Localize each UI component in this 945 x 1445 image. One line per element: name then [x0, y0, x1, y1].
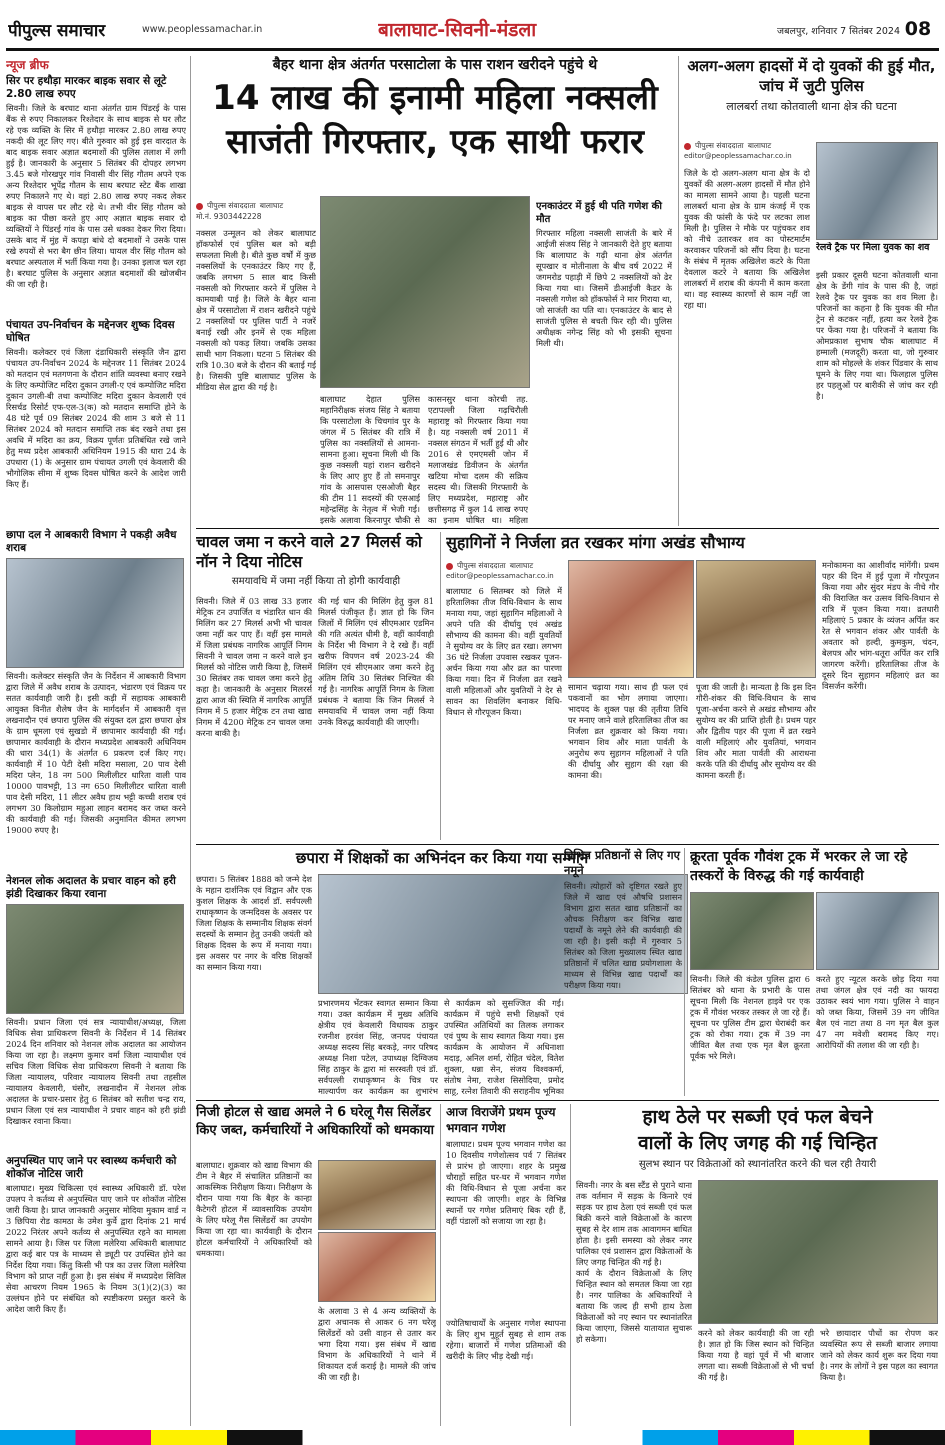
rice-millers-story — [196, 532, 436, 840]
lead-headline-line1: 14 लाख की इनामी महिला नक्सली — [212, 78, 658, 118]
byline-dot-icon — [196, 203, 203, 210]
byline-dot-icon — [446, 563, 453, 570]
accident-headline: अलग-अलग हादसों में दो युवकों की हुई मौत, जांच में जुटी पुलिस — [687, 57, 936, 95]
brief-headline-5: अनुपस्थित पाए जाने पर स्वास्थ्य कर्मचारी को शोकॉज नोटिस जारी — [6, 1155, 177, 1180]
cattle-headline: क्रूरता पूर्वक गौवंश ट्रक में भरकर ले जा रहे तस्करों के विरुद्ध की गई कार्यवाही — [690, 849, 908, 884]
cattle-col-2: करते हुए न्यूटल करके छोड़ दिया गया तथा जंगल क्षेत्र एवं नदी का फायदा उठाकर स्वयं भाग गया। पुलिस ने वाहन को जब्त किया, जिसमें 39 नग जीवित बैल एवं नाटा तथा 8 नग मृत बैल कुल 47 नग मवेशी बरामद किए गए। आरोपियों की तलाश की जा रही है। — [816, 974, 939, 1050]
hotel-headline: निजी होटल से खाद्य अमले ने 6 घरेलू गैस सिलेंडर किए जब्त, कर्मचारियों ने अधिकारियों को धमकाया — [196, 1105, 434, 1138]
teachers-col-2: प्रभारणमय भेंटकर स्वागत सम्मान किया गया। उक्त कार्यक्रम में मुख्य अतिथि क्षेत्रीय एवं केवलारी विधायक ठाकुर रजनीश हरवंश सिंह, जनपद पंचायत अध्यक्ष सदस्य सिंह बरकड़े, नगर परिषद अध्यक्ष निशा पटेल, उपाध्यक्ष दिग्विजय सिंह ठाकुर के द्वारा मां सरस्वती एवं डॉ. सर्वपल्ली राधाकृष्णन के चित्र पर माल्यार्पण कर कार्यक्रम का शुभारंभ — [318, 998, 438, 1096]
brief-body-5: बालाघाट। मुख्य चिकित्सा एवं स्वास्थ्य अधिकारी डॉ. परेश उपलप ने कर्तव्य से अनुपस्थित पाए जाने पर शोकॉज नोटिस जारी किया है। प्राप्त जानकारी अनुसार मोदिया मुकाम वार्ड न 3 छिपिया रोड कामठा के उमेश कुर्वे द्वारा दिनांक 21 मार्च 2022 निरंतर अपने कर्तव्य से अनुपस्थित रहने का मामला सामने आया है। जिस पर जिला मलेरिया अधिकारी बालाघाट द्वारा कई बार पत्र के माध्यम से ड्यूटी पर उपस्थित होने का निर्देश दिया गया। किंतु किसी भी पत्र का उत्तर जिला मलेरिया विभाग को प्राप्त नहीं हुआ है। इस संबंध में मध्यप्रदेश सिविल सेवा आचरण नियम 1965 के नियम 3(1)(2)(3) का उल्लंघन होने पर संबंधित को स्पष्टीकरण प्रस्तुत करने के आदेश जारी किए हैं। — [6, 1183, 186, 1314]
arrested-naxal-group-photo — [320, 196, 530, 388]
lead-byline-place: बालाघाट — [259, 201, 284, 210]
column-divider-mid — [440, 532, 441, 840]
cattle-col-1: सिवनी। जिले की कंडेल पुलिस द्वारा 6 सितंबर को थाना के प्रभारी के पास सूचना मिली कि नेशनल हाइवे पर एक ट्रक में गौवंश भरकर तस्कर ले जा रहे हैं। सूचना पर पुलिस टीम द्वारा घेराबंदी कर ट्रक को रोका गया। ट्रक में 39 नग जीवित बैल तथा एक मृत बैल क्रूरता पूर्वक भरे मिले। — [690, 974, 810, 1061]
vendors-col-4: भरे छायादार पौधों का रोपण कर व्यवस्थित रूप से सब्जी बाजार लगाया जाने को लेकर कार्य शुरू कर दिया गया है। नगर के लोगों ने इस पहल का स्वागत किया है। — [820, 1328, 938, 1382]
ganesh-col-2: ज्योतिषाचार्यों के अनुसार गणेश स्थापना के लिए शुभ मुहूर्त सुबह से शाम तक रहेगा। बाजारों में गणेश प्रतिमाओं की खरीदी के लिए भीड़ देखी गई। — [446, 1318, 566, 1361]
accident-col-2: इसी प्रकार दूसरी घटना कोतवाली थाना क्षेत्र के डेंगी गांव के पास की है, जहां रेलवे ट्रैक पर युवक का शव मिला है। परिजनों का कहना है कि युवक की मौत ट्रेन से कटकर नहीं, हत्या कर रेलवे ट्रैक पर फेंका गया है। परिजनों ने बताया कि ओमप्रकाश सुभाष चौक बालाघाट में हम्माली (मजदूरी) करता था, जो गुरुवार शाम को मोहल्ले के शंकर पिंडवार के साथ घूमने के लिए गया था। फिलहाल पुलिस हर पहलुओं पर बारीकी से जांच कर रही है। — [816, 270, 938, 401]
lok-adalat-photo — [6, 904, 184, 1014]
railway-track-photo — [816, 142, 938, 240]
masthead — [0, 0, 945, 54]
cattle-truck-photo-2 — [816, 892, 939, 970]
rice-headline: चावल जमा न करने वाले 27 मिलर्स को नॉन ने दिया नोटिस — [196, 533, 422, 571]
column-divider-left — [190, 56, 191, 1426]
page-number: 08 — [904, 18, 932, 40]
lead-headline-line2: साजंती गिरफ्तार, एक साथी फरार — [226, 122, 644, 162]
edition-title: बालाघाट-सिवनी-मंडला — [378, 19, 537, 41]
teej-byline — [446, 560, 566, 572]
lead-col-2: बालाघाट देहात पुलिस महानिरीक्षक संजय सिंह ने बताया कि परसाटोला के चिचगांव पुर के जंगल में 5 सितंबर की रात्रि में पुलिस का नक्सलियों से आमना-सामना हुआ। सूचना मिली थी कि कुछ नक्सली यहां राशन खरीदने के लिए आए हुए हैं तो समनापुर गांव के आसपास एसओजी बैहर की टीम 11 सदस्यों की एसआई महेन्द्रसिंह के नेतृत्व में भेजी गई। इसके अलावा किरनापुर चौकी से — [320, 394, 420, 525]
lead-col-4: गिरफ्तार महिला नक्सली साजंती के बारे में आईजी संजय सिंह ने जानकारी देते हुए बताया कि बालाघाट के गढ़ी थाना क्षेत्र अंतर्गत सूपखार व मोतीनाला के बीच वर्ष 2022 में जगमरोड पहाड़ी में छिपे 2 नक्सलियों को ढेर किया गया था। जिसमें डीआईजी कैडर के नक्सली गणेश को हॉकफोर्स ने मार गिराया था, जो साजंती का पति था। एनकाउंटर के बाद से साजंती पुलिस से बचती फिर रही थी। पुलिस अधीक्षक नगेन्द्र सिंह को भी इसकी सूचना मिली थी। — [536, 228, 672, 348]
brief-headline-2: पंचायत उप-निर्वाचन के मद्देनजर शुष्क दिवस घोषित — [6, 319, 175, 344]
section-rule-1 — [196, 528, 939, 529]
column-divider-ganesh — [440, 1104, 441, 1426]
accident-byline-place: बालाघाट — [747, 141, 772, 150]
teej-headline: सुहागिनों ने निर्जला व्रत रखकर मांगा अखंड सौभाग्य — [446, 533, 745, 552]
issue-date: जबलपुर, शनिवार 7 सितंबर 2024 — [777, 26, 900, 37]
lead-col-4-subhead: एनकाउंटर में हुई थी पति गणेश की मौत — [536, 201, 662, 225]
brief-headline-4: नेशनल लोक अदालत के प्रचार वाहन को हरी झंडी दिखाकर किया रवाना — [6, 875, 176, 900]
vendors-subhead: सुलभ स्थान पर विक्रेताओं को स्थानांतरित करने की चल रही तैयारी — [638, 1159, 877, 1170]
teej-col-3: पूजा की जाती है। मान्यता है कि इस दिन गौरी-शंकर की विधि-विधान के साथ पूजा-अर्चना करने से अखंड सौभाग्य और सुयोग्य वर की प्राप्ति होती है। प्रथम पहर और द्वितीय पहर की पूजा में व्रत रखने वाली महिलाएं और युवतियां, भगवान शिव और माता पार्वती की आराधना करके पति की दीर्घायु और सुयोग्य वर की कामना करती हैं। — [696, 682, 816, 780]
vendors-col-1: सिवनी। नगर के बस स्टैंड से पुराने थाना तक वर्तमान में सड़क के किनारे एवं सड़क पर हाथ ठेला एवं सब्जी एवं फल बिक्री करने वाले विक्रेताओं के कारण सुबह से देर शाम तक आवागमन बाधित होता है। इसी समस्या को लेकर नगर पालिका एवं प्रशासन द्वारा विक्रेताओं के लिए जगह चिन्हित की गई है। कार्य के दौरान विक्रेताओं के लिए चिन्हित स्थान को समतल किया जा रहा है। नगर पालिका के अधिकारियों ने बताया कि जल्द ही सभी हाथ ठेला विक्रेताओं को नए स्थान पर स्थानांतरित किया जाएगा, जिससे यातायात सुचारू हो सकेगा। — [576, 1180, 692, 1344]
teej-byline-name: पीपुल्स संवाददाता — [457, 561, 506, 570]
hotel-story — [196, 1104, 436, 1426]
lead-byline — [196, 200, 316, 212]
teachers-col-3: से कार्यक्रम को सुसज्जित की गई। कार्यक्रम में पहुंचे सभी शिक्षकों एवं उपस्थित अतिथियों का तिलक लगाकर एवं पुष्प के साथ स्वागत किया गया। इस कार्यक्रम के आयोजन में अधिनाशा मदाड़, अनिल शर्मा, रोहित चंदेल, वितेश शुक्ला, धन्ना सेन, संजय विश्वकर्मा, संतोष नेमा, राजेश सिसोदिया, प्रमोद साहू, रत्नेश तिवारी की सराहनीय भूमिका — [444, 998, 564, 1096]
ganesh-col-1: बालाघाट। प्रथम पूज्य भगवान गणेश का 10 दिवसीय गणेशोत्सव पर्व 7 सितंबर से प्रारंभ हो जाएगा। शहर के प्रमुख चौराहों सहित घर-घर में भगवान गणेश की विधि-विधान से पूजा अर्चना कर स्थापना की जाएगी। शहर के विभिन्न स्थानों पर गणेश प्रतिमाएं बिक रही हैं, वहीं पंडालों को सजाया जा रहा है। — [446, 1139, 566, 1226]
vendors-headline-line2: वालों के लिए जगह की गई चिन्हित — [638, 1132, 877, 1154]
cattle-truck-photo-1 — [690, 892, 814, 970]
lead-mobile: मो.नं. 9303442228 — [196, 212, 262, 221]
teej-col-4: मनोकामना का आशीर्वाद मांगेंगी। प्रथम पहर की दिन में हुई पूजा में गौरपूजन किया गया और सुंदर मंडप के नीचे गौर की विराजित कर उत्सव विधि-विधान से रात्रि में पूजन किया गया। व्रतधारी महिलाएं 5 प्रकार के व्यंजन अर्पित कर रेत से भगवान शंकर और पार्वती के अवतार को हल्दी, कुमकुम, चंदन, बेलपत्र और भांग-धतूरा अर्पित कर रात्रि जागरण करेंगी। हरितालिका तीज के दूसरे दिन सुहागन महिलाएं व्रत का विसर्जन करेंगी। — [822, 560, 939, 691]
vendors-story — [576, 1104, 939, 1426]
cattle-story — [690, 848, 939, 1096]
byline-dot-icon — [684, 143, 691, 150]
column-divider-cattle — [684, 848, 685, 1096]
teej-byline-place: बालाघाट — [509, 561, 534, 570]
news-brief-column — [6, 56, 186, 1426]
food-samples-headline: विभिन्न प्रतिष्ठानों से लिए गए नमूने — [564, 848, 680, 877]
lead-col-1: नक्सल उन्मूलन को लेकर बालाघाट हॉकफोर्स एवं पुलिस बल को बड़ी सफलता मिली है। बीते कुछ वर्षों में कुछ नक्सलियों के एनकाउंटर किए गए हैं, जबकि लगभग 5 साल बाद किसी नक्सली को गिरफ्तार करने में पुलिस ने कामयाबी पाई है। जिले के बैहर थाना क्षेत्र में परसाटोला में राशन खरीदने पहुंचे 2 नक्सलियों पर पुलिस पार्टी ने नजरें बनाई रखी और इनमें से एक महिला नक्सली को पकड़ लिया। जबकि उसका साथी भाग निकला। घटना 5 सितंबर की रात्रि 10.30 बजे के दौरान की बताई गई है। जिसकी पुष्टि बालाघाट पुलिस के मीडिया सेल द्वारा की गई है। — [196, 228, 316, 392]
accident-story — [684, 56, 939, 526]
vendors-col-3: करने को लेकर कार्यवाही की जा रही है। ज्ञात हो कि जिस स्थान को चिन्हित किया गया है वहां पूर्व में भी बाजार लगता था। सब्जी विक्रेताओं से भी चर्चा की गई है। — [698, 1328, 814, 1382]
accident-col-1: जिले के दो अलग-अलग थाना क्षेत्र के दो युवकों की अलग-अलग हादसों में मौत होने का मामला सामने आया है। पहली घटना लालबर्रा थाना क्षेत्र के ग्राम कंजई में एक युवक की फांसी के फंदे पर लटका लाश मिली है। पुलिस ने मौके पर पहुंचकर शव को नीचे उतारकर शव का पोस्टमार्टम करवाकर परिजनों को सौंप दिया है। घटना के संबंध में मृतक अखिलेश कटरे के पिता देवलाल कटरे ने बताया कि अखिलेश लालबर्रा में शराब की कंपनी में काम करता था। वह स्वास्थ्य कारणों से काम नहीं जा रहा था। — [684, 168, 810, 310]
accident-subhead: लालबर्रा तथा कोतवाली थाना क्षेत्र की घटना — [726, 100, 897, 113]
ganesh-story — [446, 1104, 566, 1426]
vendors-headline-line1: हाथ ठेले पर सब्जी एवं फल बेचने — [642, 1106, 873, 1128]
accident-byline-name: पीपुल्स संवाददाता — [695, 141, 744, 150]
teej-email[interactable]: editor@peoplessamachar.co.in — [446, 572, 554, 580]
hotel-col-2: के अलावा 3 से 4 अन्य व्यक्तियों के द्वारा अचानक से आकर 6 नग घरेलू सिलेंडरों को उसी वाहन से उतार कर भगा दिया गया। इस संबंध में खाद्य विभाग के अधिकारियों ने थाने में शिकायत दर्ज कराई है। मामले की जांच की जा रही है। — [318, 1306, 436, 1382]
lead-kicker: बैहर थाना क्षेत्र अंतर्गत परसाटोला के पास राशन खरीदने पहुंचे थे — [272, 57, 598, 73]
column-divider-right — [678, 56, 679, 526]
food-samples-body: सिवनी। त्योहारों को दृष्टिगत रखते हुए जिले में खाद्य एवं औषधि प्रशासन विभाग द्वारा सतत खाद्य प्रतिष्ठानों का औचक निरीक्षण कर विभिन्न खाद्य पदार्थों के नमूने लेने की कार्यवाही की जा रही है। इसी कड़ी में गुरुवार 5 सितंबर को जिला मुख्यालय स्थित खाद्य प्रतिष्ठानों में चलित खाद्य प्रयोगशाला के माध्यम से विभिन्न खाद्य पदार्थों का परीक्षण किया गया। — [564, 881, 682, 990]
rice-col-1: सिवनी। जिले में 03 लाख 33 हजार मेट्रिक टन उपार्जित व भंडारित धान की मिलिंग कर 27 मिलर्स अभी भी चावल जमा नहीं कर पाए हैं। वहीं इस मामले में जिला प्रबंधक नागरिक आपूर्ति निगम सिवनी ने चावल जमा न करने वाले इन मिलर्स को नोटिस जारी किया है, जिसमें 30 सितंबर तक चावल जमा करने हेतु कहा है। जानकारी के अनुसार मिलरर्स द्वारा आज की स्थिति में नागरिक आपूर्ति निगम में 5 हजार मेट्रिक टन तथा खाद्य निगम में 4200 मेट्रिक टन चावल जमा करना बाकी है। — [196, 596, 312, 738]
masthead-rule — [6, 48, 939, 51]
teej-col-1: बालाघाट 6 सितम्बर को जिले में हरितालिका तीज विधि-विधान के साथ मनाया गया, जहां सुहागिन महिलाओं ने अपने पति की दीर्घायु एवं अखंड सौभाग्य की कामना की। वहीं युवतियों ने सुयोग्य वर के लिए व्रत रखा। लगभग 36 घंटे निर्जला उपवास रखकर पूजन-अर्चन किया गया और व्रत का पारणा किया गया। दिन में निर्जला व्रत रखने वाली महिलाओं और युवतियों ने देर से सावन का शिवलिंग बनाकर विधि-विधान से गौरपूजन किया। — [446, 586, 562, 717]
accident-byline — [684, 140, 814, 152]
vendor-site-photo — [698, 1180, 938, 1324]
rice-subhead: समयावधि में जमा नहीं किया तो होगी कार्यवाही — [231, 576, 401, 587]
news-brief-tag: न्यूज ब्रीफ — [6, 58, 49, 72]
column-divider-vendors — [570, 1104, 571, 1426]
railway-photo-caption: रेलवे ट्रैक पर मिला युवक का शव — [816, 242, 930, 253]
print-color-bar — [0, 1430, 945, 1445]
teej-pooja-photo — [696, 560, 816, 678]
teachers-col-1: छपारा। 5 सितंबर 1888 को जन्मे देश के महान दार्शनिक एवं विद्वान और एक कुशल शिक्षक के आदर्श डॉ. सर्वपल्ली राधाकृष्णन के जन्मदिवस के अवसर पर जिला शिक्षक के सम्मानीय शिक्षक संवर्ग सदस्यों के सम्मान हेतु उनकी जयंती को शिक्षक दिवस के रूप में मनाया गया। इस अवसर पर नगर के वरिष्ठ शिक्षकों का सम्मान किया गया। — [196, 874, 312, 972]
gas-cylinder-photo-1 — [318, 1160, 436, 1230]
brief-headline-3: छापा दल ने आबकारी विभाग ने पकड़ी अवैध शराब — [6, 529, 177, 554]
lead-col-3: कासनसुर थाना कोरची तह. एटापल्ली जिला गढ़चिरौली महाराष्ट्र को गिरफ्तार किया गया है। यह नक्सली वर्ष 2011 में नक्सल संगठन में भर्ती हुई थी और 2016 से एमएमसी जोन में मलाजखंड डिवीजन के अंतर्गत खटिया मोचा दलम की सक्रिय सदस्य थी। जिसकी गिरफ्तारी के लिए मध्यप्रदेश, महाराष्ट्र और छत्तीसगढ़ में कुल 14 लाख रुपए का इनाम घोषित था। महिला — [428, 394, 528, 525]
brand-logo: पीपुल्स समाचार — [8, 21, 106, 41]
teachers-headline: छपारा में शिक्षकों का अभिनंदन कर किया गया सम्मान — [295, 849, 589, 867]
teej-col-2: सामान चढ़ाया गया। साथ ही फल एवं पकवानों का भोग लगाया जाएगा। भादपद के शुक्ल पक्ष की तृतीया तिथि पर मनाए जाने वाले हरितालिका तीज का निर्जला व्रत शुक्रवार को किया गया। भगवान शिव और माता पार्वती के अनुरोध रूप सुहागन महिलाओं ने पति की दीर्घायु और सुहाग की रक्षा की कामना की। — [568, 682, 688, 780]
lead-story — [196, 56, 674, 526]
vendors-col-2-overflow: कार्य के दौरान विक्रेताओं के लिए चिन्हित स्थान को समतल किया जा रहा है। नगर पालिका के अधिकारियों ने बताया कि जल्द ही सभी हाथ ठेला विक्रेताओं को नए स्थान पर स्थानांतरित किया जाएगा, जिससे यातायात सुचारू हो सकेगा। — [576, 1268, 692, 1344]
section-rule-3 — [196, 1100, 939, 1101]
food-samples-story — [564, 848, 682, 1096]
brief-body-1: सिवनी। जिले के बरघाट थाना अंतर्गत ग्राम पिंडरई के पास बैंक से रुपए निकालकर रिश्तेदार के साथ बाइक से घर लौट रहे एक व्यक्ति के सिर में हथौड़ा मारकर 2.80 लाख रुपए नकदी की लूट लिए गए। बीते गुरुवार को हुई इस वारदात के बाद बाइक सवार अज्ञात बदमाशों की पुलिस तलाश में लगी हुई है। जानकारी के अनुसार 5 सितंबर की दोपहर लगभग 3.45 बजे गोरखपुर गांव निवासी वीर सिंह गौतम अपने एक अन्य रिश्तेदार भूपेंद्र गौतम के साथ बरघाट स्टेट बैंक शाखा रुपए निकालने गए थे। वहां 2.80 लाख रुपए नकद लेकर बाइक से वापस घर लौट रहे थे। तभी वीर सिंह गौतम को बाइक का पीछा करते हुए आए अज्ञात बाइक सवार दो व्यक्तियों ने पिंडरई गांव के पास उसे धक्का देकर गिरा दिया। उसके बाद में मुंह में कपड़ा बांधे दो बदमाशों ने उसके पास रखे रुपयों से भरा बैग छीन लिया। घायल वीर सिंह गौतम को बरघाट अस्पताल में भर्ती किया गया है। उनका इलाज चल रहा है। बरघाट पुलिस के अनुसार अज्ञात बदमाशों की खोजबीन की जा रही है। — [6, 103, 186, 289]
hotel-col-1: बालाघाट। शुक्रवार को खाद्य विभाग की टीम ने बैहर में संचालित प्रतिष्ठानों का आकस्मिक निरीक्षण किया। निरीक्षण के दौरान पाया गया कि बैहर के कान्हा कैटेगरी होटल में व्यावसायिक उपयोग के लिए घरेलू गैस सिलेंडरों का उपयोग किया जा रहा था। कार्यवाही के दौरान होटल कर्मचारियों ने अधिकारियों को धमकाया। — [196, 1160, 312, 1258]
lead-byline-name: पीपुल्स संवाददाता — [207, 201, 256, 210]
rice-col-2: की गई धान की मिलिंग हेतु कुल 81 मिलर्स पंजीकृत हैं। ज्ञात हो कि जिन जिलों में मिलिंग एवं सीएमआर एडमिन की गति अत्यंत धीमी है, वहीं कार्यवाही के निर्देश भी विभाग ने दे रखे हैं। वहीं खरीफ विपणन वर्ष 2023-24 की मिलिंग एवं सीएमआर जमा करने हेतु अंतिम तिथि 30 सितंबर निश्चित की गई है। नागरिक आपूर्ति निगम के जिला प्रबंधक ने बताया कि जिन मिलर्स ने समयावधि में चावल जमा नहीं किया उनके विरुद्ध कार्यवाही की जाएगी। — [318, 596, 434, 727]
brief-body-3: सिवनी। कलेक्टर संस्कृति जैन के निर्देशन में आबकारी विभाग द्वारा जिले में अवैध शराब के उत्पादन, भंडारण एवं विक्रय पर सतत कार्यवाही जारी है। इसी कड़ी में सहायक आबकारी आयुक्त विनीत शैलेष जैन के मार्गदर्शन में आबकारी वृत्त लखनादौन एवं छपारा पुलिस की संयुक्त दल द्वारा छपारा क्षेत्र के ग्राम धूमला एवं सुखडो में छापामार कार्यवाही की गई। छापामार कार्यवाही के दौरान मध्यप्रदेश आबकारी अधिनियम की धारा 34(1) के अंतर्गत 6 प्रकरण दर्ज किए गए। कार्यवाही में 10 पेटी देसी मदिरा मसाला, 20 पाव देसी मदिरा प्लेन, 18 नग 500 मिलीलीटर धारिता वाली पाव 10000 पावभट्टी, 13 नग 650 मिलीलीटर धारिता वाली पाव देसी मदिरा, 11 लीटर अवैध हाथ भट्टी कच्ची शराब एवं लगभग 30 किलोग्राम महुआ लाहन बरामद कर जब्त करने की कार्यवाही की गई। जिसकी अनुमानित कीमत लगभग 19000 रुपए है। — [6, 671, 186, 835]
gas-cylinder-photo-2 — [318, 1232, 436, 1302]
accident-email[interactable]: editor@peoplessamachar.co.in — [684, 152, 792, 160]
teej-story — [446, 532, 939, 840]
section-rule-2 — [196, 844, 939, 845]
teej-couple-photo — [568, 560, 694, 678]
brief-body-2: सिवनी। कलेक्टर एवं जिला दंडाधिकारी संस्कृति जैन द्वारा पंचायत उप-निर्वाचन 2024 के मद्देनजर 11 सितंबर 2024 को मतदान एवं मतगणना के दौरान शांति व्यवस्था बनाए रखने के लिए कम्पोजिट मदिरा दुकान उगली-ए एवं कम्पोजिट मदिरा दुकान उगली-बी तथा कम्पोजिट मदिरा दुकान केवलारी एवं रिसर्चड रिसोर्ट एफ-एल-3(क) को मतदान समाप्ति होने के 48 घंटे पूर्व 09 सितंबर 2024 की शाम 3 बजे से 11 सितंबर 2024 को मतदान समाप्ति तक बंद रखने तथा इस अवधि में मदिरा का क्रय, विक्रय पूर्णतः प्रतिबंधित रखे जाने हेतु मध्य प्रदेश आबकारी अधिनियम 1915 की धारा 24 के उपधारा (1) के अनुसार ग्राम पंचायत उगली एवं केवलारी की भौगोलिक सीमा में शुष्क दिवस घोषित करने के आदेश जारी किए हैं। — [6, 347, 186, 489]
ganesh-headline: आज विराजेंगे प्रथम पूज्य भगवान गणेश — [446, 1105, 556, 1135]
brief-body-4: सिवनी। प्रधान जिला एवं सत्र न्यायाधीश/अध्यक्ष, जिला विधिक सेवा प्राधिकरण सिवनी के निर्देशन में 14 सितंबर 2024 दिन शनिवार को नेशनल लोक अदालत का आयोजन किया जा रहा है। लक्ष्मण कुमार वर्मा जिला न्यायाधीश एवं सचिव जिला विधिक सेवा प्राधिकरण सिवनी ने बताया कि जिला न्यायालय, परिवार न्यायालय सिवनी तथा तहसील न्यायालय केवलारी, घंसौर, लखनादौन में नेशनल लोक अदालत के प्रचार-प्रसार हेतु 6 सितंबर को सतीश चन्द्र राय, प्रधान जिला एवं सत्र न्यायाधीश ने प्रचार वाहन को हरी झंडी दिखाकर रवाना किया। — [6, 1017, 186, 1126]
website-url[interactable]: www.peoplessamachar.in — [142, 24, 263, 35]
liquor-seizure-photo — [6, 558, 184, 668]
brief-headline-1: सिर पर हथौड़ा मारकर बाइक सवार से लूटे 2.80 लाख रुपए — [6, 75, 167, 100]
